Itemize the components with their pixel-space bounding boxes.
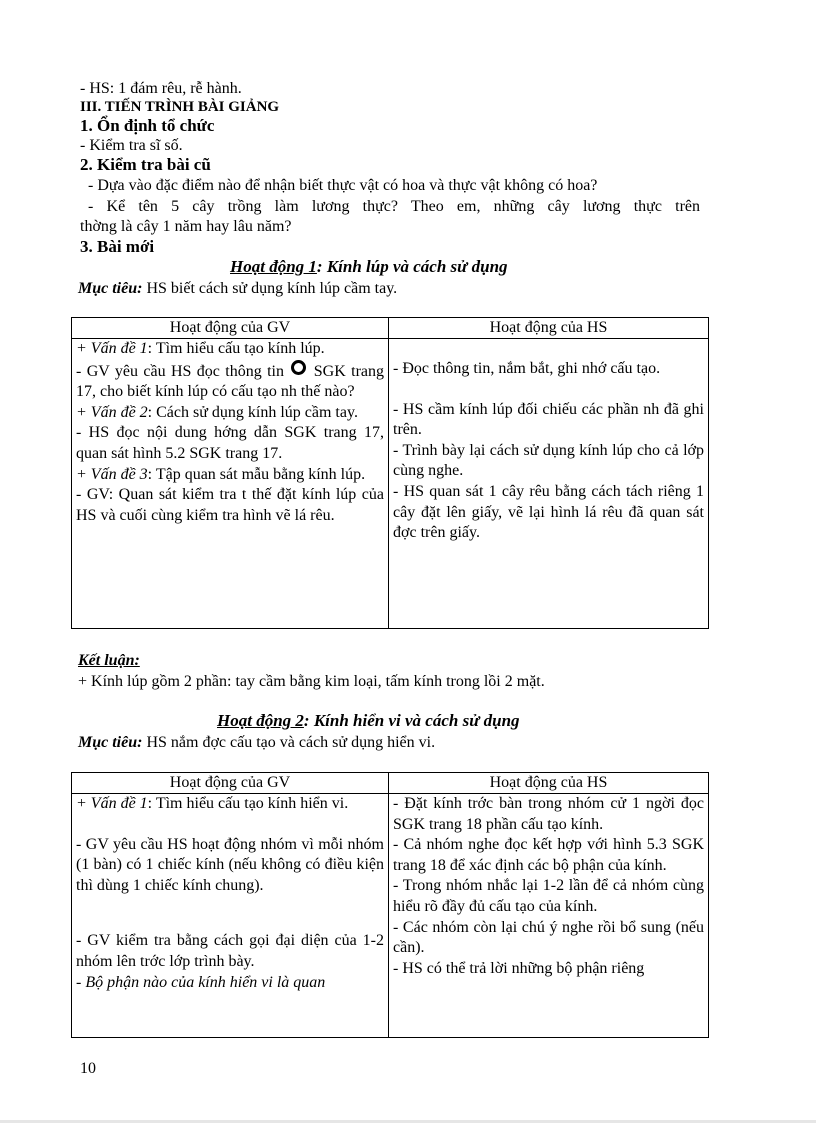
- activity1-gv-para-1: [76, 360, 384, 403]
- activity1-gv-issue-1-label: + Vấn đề 1: [76, 340, 148, 357]
- activity1-hs-para-1: - Đọc thông tin, nắm bắt, ghi nhớ cấu tạo.: [393, 360, 661, 377]
- activity2-goal-label: Mục tiêu:: [78, 734, 143, 751]
- activity2-hs-para-2: - Cả nhóm nghe đọc kết hợp với hình 5.3 SGK trang 18 để xác định các bộ phận của kính.: [393, 836, 704, 874]
- step2-title: 2. Kiểm tra bài cũ: [80, 155, 211, 174]
- activity2-gv-para-1: - GV yêu cầu HS hoạt động nhóm vì mỗi nhóm (1 bàn) có 1 chiếc kính (nếu không có điều kiện thì dùng 1 chiếc kính chung).: [76, 835, 384, 894]
- activity2-gv-para-2: - GV kiểm tra bằng cách gọi đại diện của 1-2 nhóm lên trớc lớp trình bày.: [76, 932, 384, 970]
- activity1-gv-issue-3: [76, 465, 384, 486]
- step1-title: 1. Ổn định tổ chức: [80, 116, 215, 135]
- activity1-hs-para-2: - HS cầm kính lúp đối chiếu các phần nh đã ghi trên.: [393, 400, 704, 439]
- activity1-gv-issue-2: [76, 403, 384, 424]
- activity1-gv-issue-1: [76, 339, 384, 360]
- step2-question-2-line-2: thờng là cây 1 năm hay lâu năm?: [80, 218, 292, 235]
- activity1-title: [230, 257, 508, 277]
- activity2-hs-para-1: - Đặt kính trớc bàn trong nhóm cử 1 ngời đọc SGK trang 18 phần cấu tạo kính.: [393, 795, 704, 833]
- activity2-hs-para-4: - Các nhóm còn lại chú ý nghe rồi bổ sung (nếu cần).: [393, 918, 704, 957]
- activity1-gv-para-2: - HS đọc nội dung hớng dẫn SGK trang 17, quan sát hình 5.2 SGK trang 17.: [76, 424, 384, 462]
- activity1-hs-cell: [389, 339, 709, 629]
- activity2-title-rest: : Kính hiển vi và cách sử dụng: [303, 711, 520, 730]
- section-title: III. TIẾN TRÌNH BÀI GIẢNG: [80, 99, 280, 115]
- activity2-gv-issue-1-text: : Tìm hiểu cấu tạo kính hiển vi.: [147, 795, 349, 812]
- activity2-title-prefix: Hoạt động 2: [217, 711, 304, 730]
- step2-question-1: - Dựa vào đặc điểm nào để nhận biết thực vật có hoa và thực vật không có hoa?: [88, 177, 598, 194]
- info-circle-icon: [291, 360, 306, 375]
- activity1-gv-cell: [72, 339, 389, 629]
- activity2-hs-cell: [389, 794, 709, 1038]
- activity2-hs-para-3: - Trong nhóm nhắc lại 1-2 lần để cả nhóm cùng hiểu rõ đầy đủ cấu tạo của kính.: [393, 877, 704, 915]
- materials-line: - HS: 1 đám rêu, rễ hành.: [80, 80, 242, 97]
- activity2-col-gv-header: Hoạt động của GV: [72, 773, 389, 794]
- activity2-goal-text: HS nắm đợc cấu tạo và cách sử dụng hiển vi.: [142, 734, 436, 751]
- activity2-gv-para-3: - Bộ phận nào của kính hiển vi là quan: [76, 973, 326, 991]
- activity1-gv-issue-1-text: : Tìm hiểu cấu tạo kính lúp.: [147, 340, 325, 357]
- activity2-goal: [78, 733, 435, 753]
- activity1-title-rest: : Kính lúp và cách sử dụng: [316, 257, 508, 276]
- activity1-hs-para-4: - HS quan sát 1 cây rêu bằng cách tách riêng 1 cây đặt lên giấy, vẽ lại hình lá rêu đã quan sát đợc trên giấy.: [393, 482, 704, 542]
- activity1-gv-para-1b: SGK trang 17, cho biết kính lúp có cấu tạo nh thế nào?: [76, 362, 385, 401]
- activity1-goal-text: HS biết cách sử dụng kính lúp cầm tay.: [142, 280, 398, 297]
- activity2-gv-issue-1-label: + Vấn đề 1: [76, 795, 148, 812]
- step2-question-2-line-1: - Kể tên 5 cây trồng làm lương thực? Theo em, những cây lương thực trên: [88, 198, 700, 215]
- step3-title: 3. Bài mới: [80, 237, 155, 256]
- activity1-goal: [78, 279, 397, 299]
- activity1-gv-issue-2-text: : Cách sử dụng kính lúp cầm tay.: [147, 403, 358, 421]
- activity1-goal-label: Mục tiêu:: [78, 280, 143, 297]
- activity1-gv-issue-3-label: + Vấn đề 3: [76, 465, 148, 483]
- activity1-gv-para-3: - GV: Quan sát kiểm tra t thế đặt kính lúp của HS và cuối cùng kiểm tra hình vẽ lá rêu.: [76, 486, 384, 524]
- activity2-table: [71, 772, 709, 1038]
- activity2-col-hs-header: Hoạt động của HS: [389, 773, 709, 794]
- activity1-conclusion-label: Kết luận:: [78, 652, 140, 669]
- activity2-gv-cell: [72, 794, 389, 1038]
- activity1-col-gv-header: Hoạt động của GV: [72, 318, 389, 339]
- step1-text: - Kiểm tra sĩ số.: [80, 137, 183, 154]
- activity1-gv-issue-3-text: : Tập quan sát mẫu bằng kính lúp.: [147, 465, 366, 483]
- activity2-hs-para-5: - HS có thể trả lời những bộ phận riêng: [393, 959, 645, 977]
- activity1-table: [71, 317, 709, 629]
- activity1-title-prefix: Hoạt động 1: [230, 257, 317, 276]
- activity1-hs-para-3: - Trình bày lại cách sử dụng kính lúp cho cả lớp cùng nghe.: [393, 441, 704, 480]
- activity2-gv-issue-1: [76, 794, 384, 815]
- activity1-gv-para-1a: - GV yêu cầu HS đọc thông tin: [76, 362, 284, 380]
- activity1-gv-issue-2-label: + Vấn đề 2: [76, 403, 148, 421]
- activity1-conclusion-text: + Kính lúp gồm 2 phần: tay cầm bằng kim loại, tấm kính trong lồi 2 mặt.: [78, 673, 545, 690]
- page-number: 10: [80, 1060, 96, 1077]
- activity1-col-hs-header: Hoạt động của HS: [389, 318, 709, 339]
- activity2-title: [217, 711, 520, 731]
